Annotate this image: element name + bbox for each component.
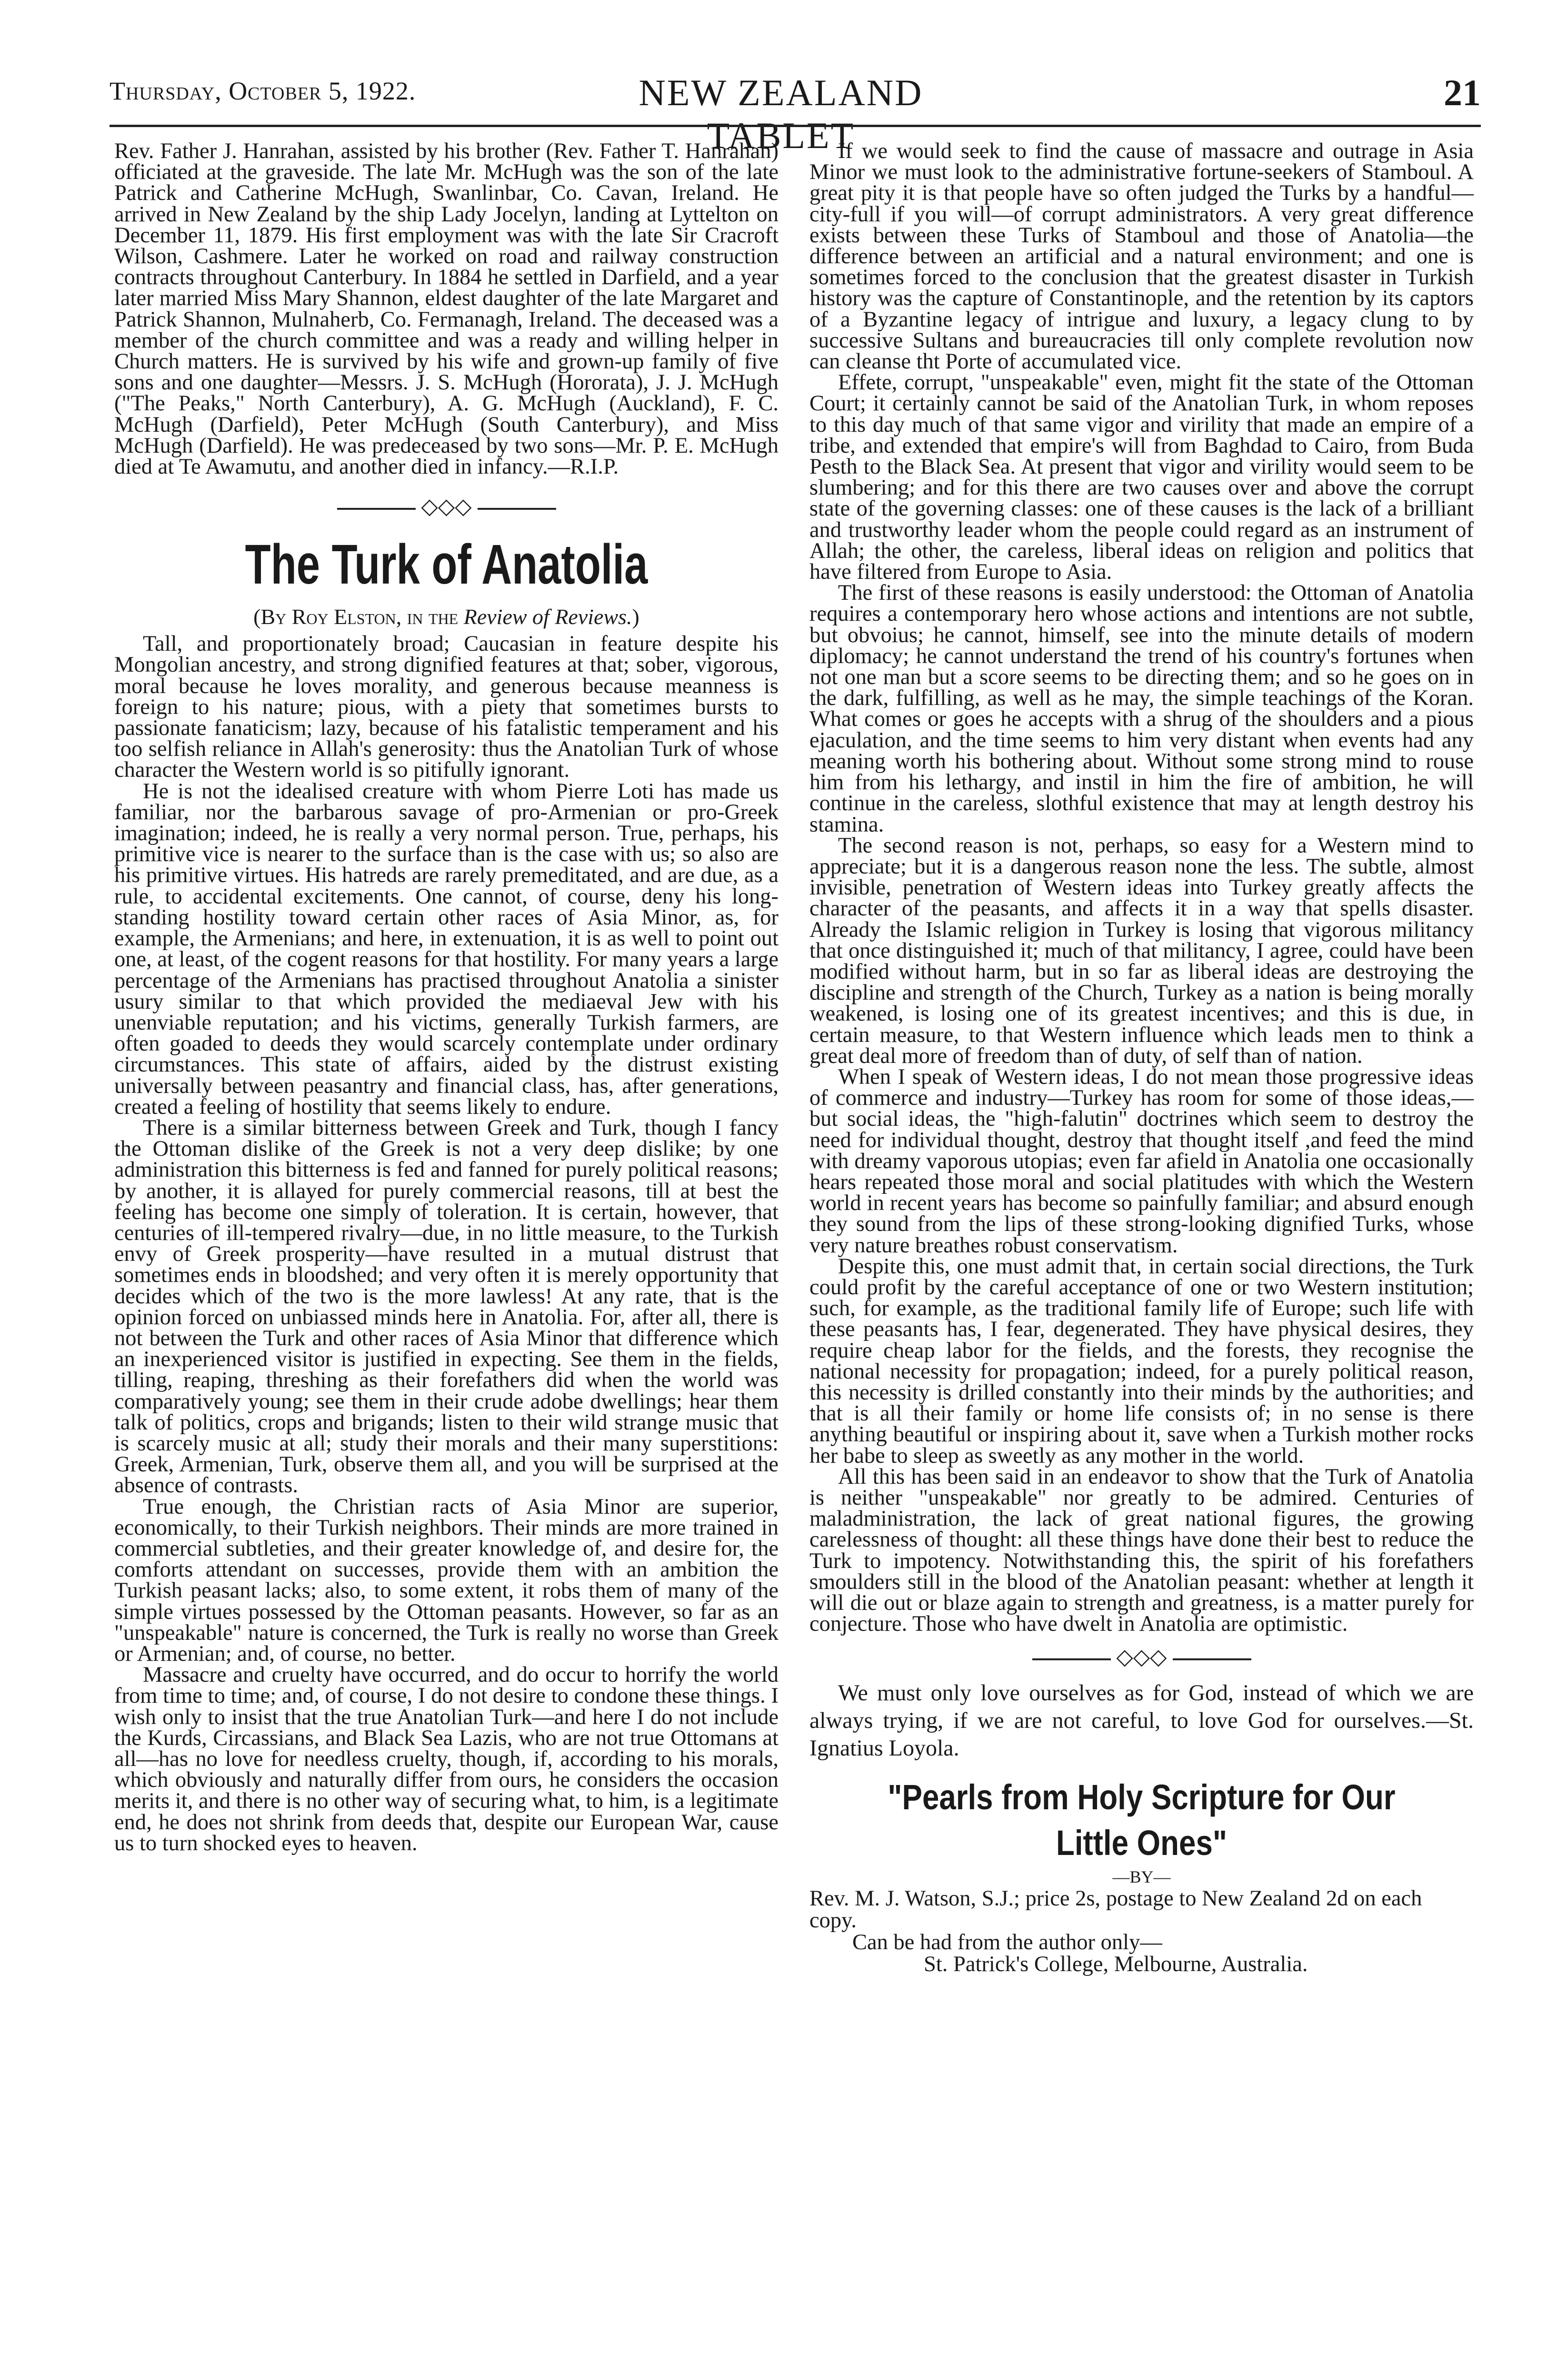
byline-source: Review of Reviews. — [463, 605, 632, 629]
diamond-ornament-icon: ◇◇◇ — [1111, 1646, 1173, 1668]
section-divider — [809, 1639, 1474, 1679]
article-paragraph: The first of these reasons is easily understood: the Ottoman of Anatolia requires a contemporary hero whose actions and intentions are not subtle, but obvoius; he cannot, himself, see into the minute details of modern diplomacy; he cannot understand the trend of his country's fortunes when not one man but a score seems to be directing them; and so he goes on in the dark, fulfilling, as well as he may, the simple teachings of the Koran. What comes or goes he accepts with a shrug of the shoulders and a pious ejaculation, and the time seems to him very distant when events had any meaning worth his bothering about. Without some strong mind to rouse him from his lethargy, and instil in him the fire of ambition, he will continue in the careless, slothful existence that may at length destroy his stamina. — [809, 581, 1474, 837]
quote-text: We must only love ourselves as for God, instead of which we are always trying, if we are not careful, to love God for ourselves.—St. Ignatius Loyola. — [809, 1680, 1474, 1761]
page-header — [110, 71, 1481, 156]
byline-prefix: (By Roy Elston, in the — [253, 605, 459, 629]
article-paragraph: If we would seek to find the cause of massacre and outrage in Asia Minor we must look to the administrative fortune-seekers of Stamboul. A great pity it is that people have so often judged the Turks by a handful—city-full if you will—of corrupt administrators. A very great difference exists between these Turks of Stamboul and those of Anatolia—the difference between an artificial and a natural environment; and one is sometimes forced to the conclusion that the greatest disaster in Turkish history was the capture of Constantinople, and the retention by its captors of a Byzantine legacy of intrigue and luxury, a legacy clung to by successive Sultans and bureaucracies till only complete revolution now can cleanse tht Porte of accumulated vice. — [809, 139, 1474, 374]
advert-title: "Pearls from Holy Scripture for Our Little Ones" — [888, 1777, 1396, 1863]
advert-line: Rev. M. J. Watson, S.J.; price 2s, postage to New Zealand 2d on each copy. — [809, 1886, 1422, 1933]
page-number: 21 — [1444, 72, 1481, 113]
advert-line: St. Patrick's College, Melbourne, Australia. — [924, 1952, 1308, 1977]
article-paragraph: He is not the idealised creature with whom Pierre Loti has made us familiar, nor the barbarous savage of pro-Armenian or pro-Greek imagination; indeed, he is really a very normal person. True, perhaps, his primitive vice is nearer to the surface than is the case with us; so also are his primitive virtues. His hatreds are rarely premeditated, and are due, as a rule, to accidental excitements. One cannot, of course, deny his long-standing hostility toward certain other races of Asia Minor, as, for example, the Armenians; and here, in extenuation, it is as well to point out one, at least, of the cogent reasons for that hostility. For many years a large percentage of the Armenians has practised throughout Anatolia a sinister usury similar to that which provided the mediaeval Jew with his unenviable reputation; and his victims, generally Turkish farmers, are often goaded to deeds they would scarcely contemplate under ordinary circumstances. This state of affairs, aided by the distrust existing universally between peasantry and financial class, has, after generations, created a feeling of hostility that seems likely to endure. — [114, 779, 779, 1119]
article-paragraph: When I speak of Western ideas, I do not mean those progressive ideas of commerce and industry—Turkey has room for some of those ideas,—but social ideas, the "high-falutin" doctrines which seem to destroy the need for individual thought, destroy that thought itself ,and feed the mind with dreamy vaporous utopias; even far afield in Anatolia one occasionally hears repeated those moral and social platitudes with which the Western world in recent years has become so painfully familiar; and absurd enough they sound from the lips of these strong-looking dignified Turks, whose very nature breathes robust conservatism. — [809, 1064, 1474, 1258]
masthead-title: NEW ZEALAND TABLET — [639, 72, 923, 156]
advert-line: Can be had from the author only— — [852, 1930, 1162, 1955]
quote-block — [809, 1679, 1474, 1762]
advert-by: —BY— — [1112, 1867, 1171, 1887]
article-paragraph: There is a similar bitterness between Greek and Turk, though I fancy the Ottoman dislike of the Greek is not a very deep dislike; by one administration this bitterness is fed and fanned for purely political reasons; by another, it is allayed for purely commercial reasons, till at best the feeling has become one simply of toleration. It is certain, however, that centuries of ill-tempered rivalry—due, in no little measure, to the Turkish envy of Greek prosperity—have resulted in a mutual distrust that sometimes ends in bloodshed; and very often it is merely opportunity that decides which of the two is the more lawless! At any rate, that is the opinion forced on unbiassed minds here in Anatolia. For, after all, there is not between the Turk and other races of Asia Minor that difference which an inexperienced visitor is justified in expecting. See them in the fields, tilling, reaping, threshing as their forefathers did when the world was comparatively young; see them in their crude adobe dwellings; hear them talk of politics, crops and brigands; listen to their wild strange music that is scarcely music at all; study their morals and their many superstitions: Greek, Armenian, Turk, observe them all, and you will be surprised at the absence of contrasts. — [114, 1115, 779, 1498]
article-paragraph: Effete, corrupt, "unspeakable" even, might fit the state of the Ottoman Court; it certainly cannot be said of the Anatolian Turk, in whom reposes to this day much of that same vigor and virility that made an empire of a tribe, and extended that empire's will from Baghdad to Cairo, from Buda Pesth to the Black Sea. At present that vigor and virility would seem to be slumbering; and for this there are two causes over and above the corrupt state of the governing classes: one of these causes is the lack of a brilliant and trustworthy leader whom the people could regard as an instrument of Allah; the other, the careless, liberal ideas on religion and politics that have filtered from Europe to Asia. — [809, 370, 1474, 585]
article-paragraph: Massacre and cruelty have occurred, and do occur to horrify the world from time to time; and, of course, I do not desire to condone these things. I wish only to insist that the true Anatolian Turk—and here I do not include the Kurds, Circassians, and Black Sea Lazis, who are not true Ottomans at all—has no love for needless cruelty, though, if, according to his morals, which obviously and naturally differ from ours, he considers the occasion merits it, and there is no other way of securing what, to him, is a legitimate end, he does not shrink from deeds that, despite our European War, cause us to turn shocked eyes to heaven. — [114, 1663, 779, 1855]
obituary-paragraph: Rev. Father J. Hanrahan, assisted by his brother (Rev. Father T. Hanrahan) officiated at the graveside. The late Mr. McHugh was the son of the late Patrick and Catherine McHugh, Swanlinbar, Co. Cavan, Ireland. He arrived in New Zealand by the ship Lady Jocelyn, landing at Lyttelton on December 11, 1879. His first employment was with the late Sir Cracroft Wilson, Cashmere. Later he worked on road and railway construction contracts throughout Canterbury. In 1884 he settled in Darfield, and a year later married Miss Mary Shannon, eldest daughter of the late Margaret and Patrick Shannon, Mulnaherb, Co. Fermanagh, Ireland. The deceased was a member of the church committee and was a ready and willing helper in Church matters. He is survived by his wife and grown-up family of five sons and one daughter—Messrs. J. S. McHugh (Hororata), J. J. McHugh ("The Peaks," North Canterbury), A. G. McHugh (Auckland), F. C. McHugh (Darfield), Peter McHugh (South Canterbury), and Miss McHugh (Darfield). He was predeceased by two sons—Mr. P. E. McHugh died at Te Awamutu, and another died in infancy.—R.I.P. — [114, 139, 779, 479]
right-column — [809, 141, 1474, 1975]
article-title: The Turk of Anatolia — [245, 533, 648, 596]
article-byline — [114, 600, 779, 634]
left-column — [114, 141, 779, 1854]
header-rule — [110, 125, 1481, 127]
article-paragraph: True enough, the Christian racts of Asia Minor are superior, economically, to their Turkish neighbors. Their minds are more trained in commercial subtleties, and their greater knowledge of, and desire for, the comforts attendant on successes, provide them with an ambition the Turkish peasant lacks; also, to some extent, it robs them of many of the simple virtues possessed by the Ottoman peasants. However, so far as an "unspeakable" nature is concerned, the Turk is really no worse than Greek or Armenian; and, of course, no better. — [114, 1494, 779, 1666]
article-paragraph: Tall, and proportionately broad; Caucasian in feature despite his Mongolian ancestry, and strong dignified features at that; sober, vigorous, moral because he loves morality, and generous because meanness is foreign to his nature; pious, with a piety that sometimes bursts to passionate fanaticism; lazy, because of his fatalistic temperament and his too selfish reliance in Allah's generosity: thus the Anatolian Turk of whose character the Western world is so pitifully ignorant. — [114, 632, 779, 783]
diamond-ornament-icon: ◇◇◇ — [416, 496, 478, 517]
article-paragraph: Despite this, one must admit that, in certain social directions, the Turk could profit by the careful acceptance of one or two Western institution; such, for example, as the traditional family life of Europe; such life with these peasants has, I fear, degenerated. They have physical desires, they require cheap labor for the fields, and the forests, they recognise the national necessity for propagation; indeed, for a purely political reason, this necessity is drilled constantly into their minds by the authorities; and that is all their family or home life consists of; in no sense is there anything beautiful or inspiring about it, save when a Turkish mother rocks her babe to sleep as sweetly as any mother in the world. — [809, 1254, 1474, 1468]
issue-date: Thursday, October 5, 1922. — [110, 77, 416, 105]
advert-text — [809, 1888, 1474, 1975]
article-paragraph: All this has been said in an endeavor to show that the Turk of Anatolia is neither "unspeakable" nor greatly to be admired. Centuries of maladministration, the lack of great national figures, the growing carelessness of thought: all these things have done their best to reduce the Turk to impotency. Notwithstanding this, the spirit of his forefathers smoulders still in the blood of the Anatolian peasant: whether at length it will die out or blaze again to strength and greatness, is a matter purely for conjecture. Those who have dwelt in Anatolia are optimistic. — [809, 1464, 1474, 1636]
section-divider — [114, 489, 779, 529]
article-paragraph: The second reason is not, perhaps, so easy for a Western mind to appreciate; but it is a dangerous reason none the less. The subtle, almost invisible, penetration of Western ideas into Turkey greatly affects the character of the peasants, and affects it in a way that spells disaster. Already the Islamic religion in Turkey is losing that vigorous militancy that once distinguished it; much of that militancy, I agree, could have been modified without harm, but in so far as liberal ideas are destroying the discipline and strength of the Church, Turkey as a nation is being morally weakened, is losing one of its greatest incentives; and this is due, in certain measure, to that Western influence which leads men to think a great deal more of freedom than of duty, of self than of nation. — [809, 833, 1474, 1068]
byline-suffix: ) — [632, 605, 639, 629]
